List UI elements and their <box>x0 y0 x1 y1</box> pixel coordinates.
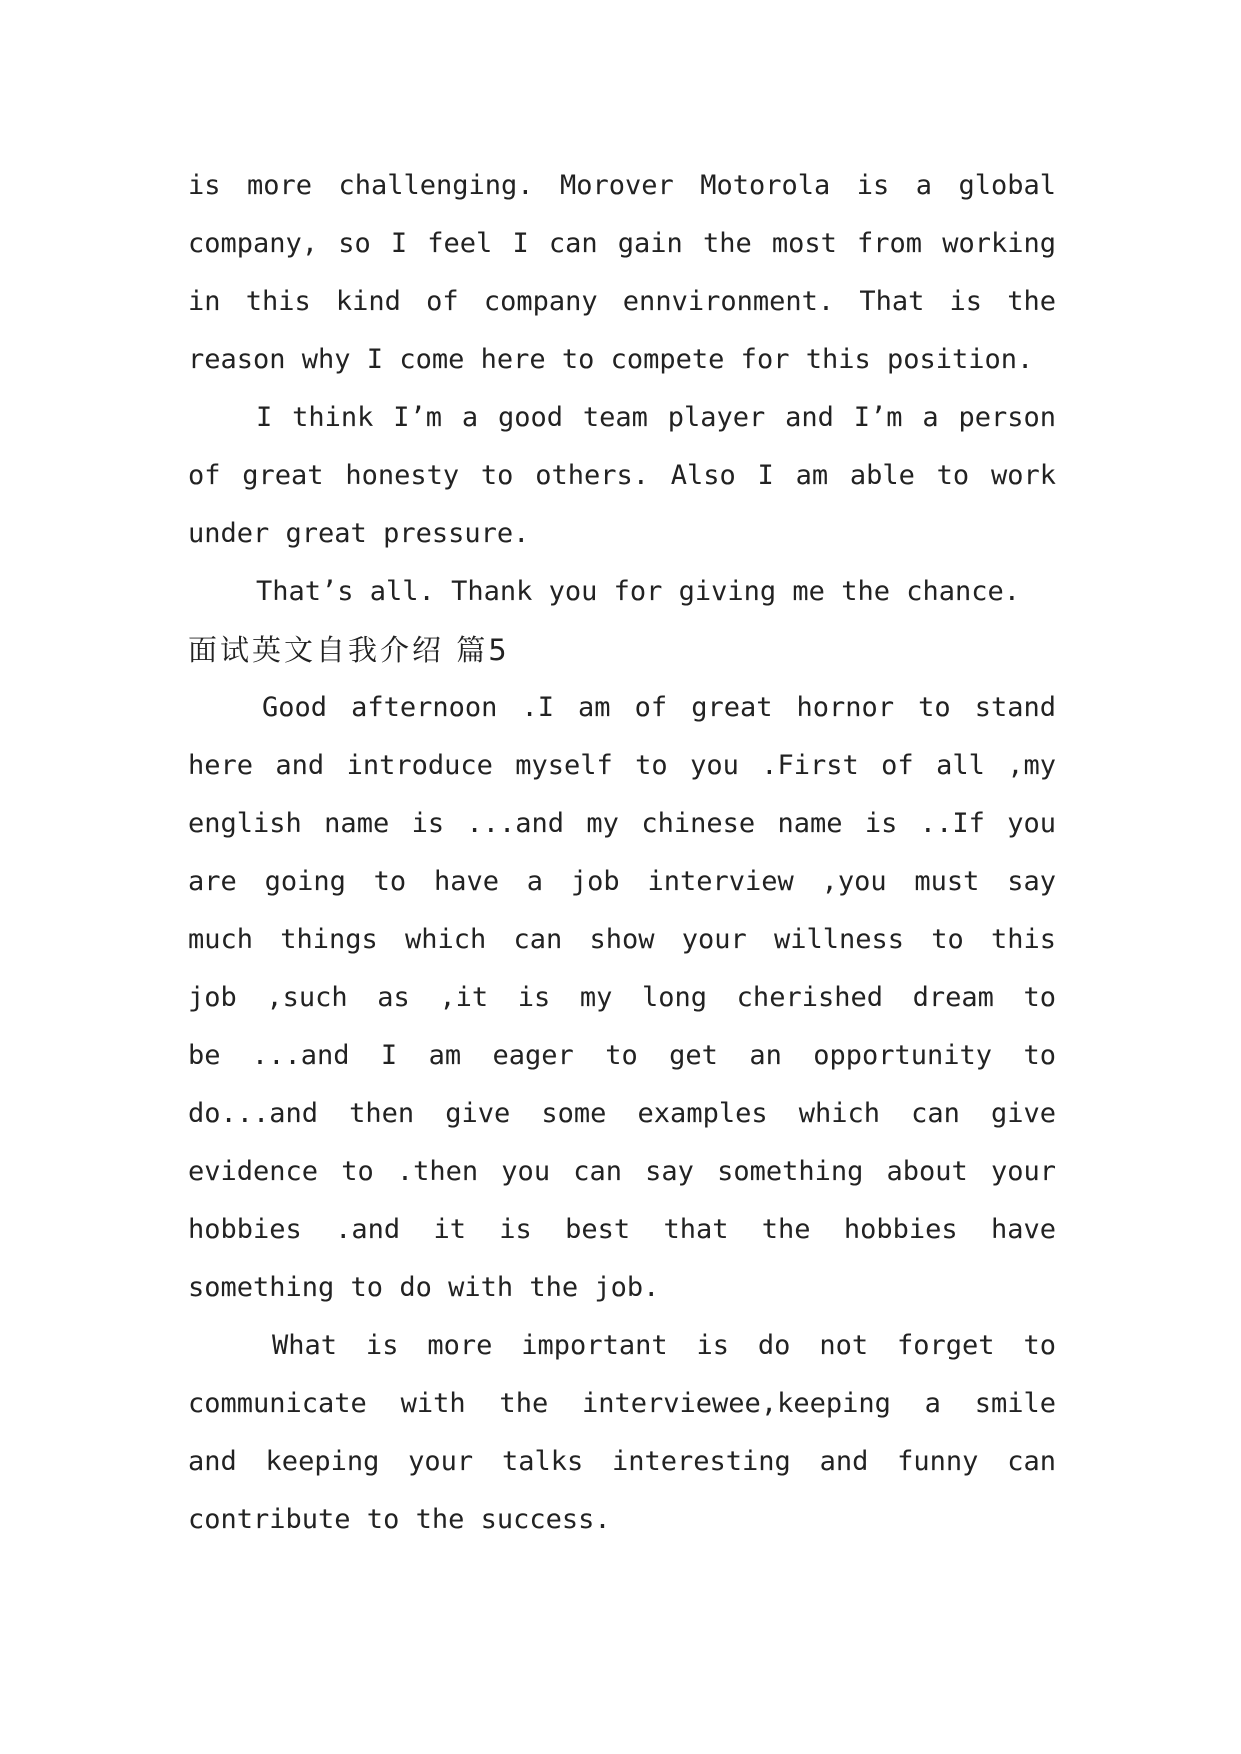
paragraph-line: That’s all. Thank you for giving me the chance. <box>256 576 1021 607</box>
paragraph-line: hobbies .and it is best that the hobbies have <box>188 1214 1056 1245</box>
paragraph-line: do...and then give some examples which can give <box>188 1098 1056 1129</box>
paragraph-line: reason why I come here to compete for this position. <box>188 344 1034 375</box>
section-heading: 面试英文自我介绍 篇5 <box>188 633 510 667</box>
paragraph-line: and keeping your talks interesting and funny can <box>188 1446 1056 1477</box>
paragraph-line: in this kind of company ennvironment. That is the <box>188 286 1056 317</box>
paragraph-line: something to do with the job. <box>188 1272 660 1303</box>
paragraph-line: communicate with the interviewee,keeping a smile <box>188 1388 1056 1419</box>
paragraph-line: much things which can show your willness to this <box>188 924 1056 955</box>
paragraph-line: here and introduce myself to you .First of all ,my <box>188 750 1056 781</box>
paragraph-line: are going to have a job interview ,you must say <box>188 866 1056 897</box>
paragraph-line: I think I’m a good team player and I’m a person <box>256 402 1056 433</box>
paragraph-line: english name is ...and my chinese name is ..If you <box>188 808 1056 839</box>
paragraph-line: be ...and I am eager to get an opportunity to <box>188 1040 1056 1071</box>
paragraph-line: Good afternoon .I am of great hornor to stand <box>262 692 1056 723</box>
paragraph-line: company, so I feel I can gain the most from working <box>188 228 1056 259</box>
paragraph-line: job ,such as ,it is my long cherished dream to <box>188 982 1056 1013</box>
paragraph-line: What is more important is do not forget to <box>272 1330 1056 1361</box>
paragraph-line: contribute to the success. <box>188 1504 611 1535</box>
paragraph-line: is more challenging. Morover Motorola is a global <box>188 170 1056 201</box>
paragraph-line: of great honesty to others. Also I am able to work <box>188 460 1056 491</box>
paragraph-line: evidence to .then you can say something about your <box>188 1156 1056 1187</box>
paragraph-line: under great pressure. <box>188 518 530 549</box>
